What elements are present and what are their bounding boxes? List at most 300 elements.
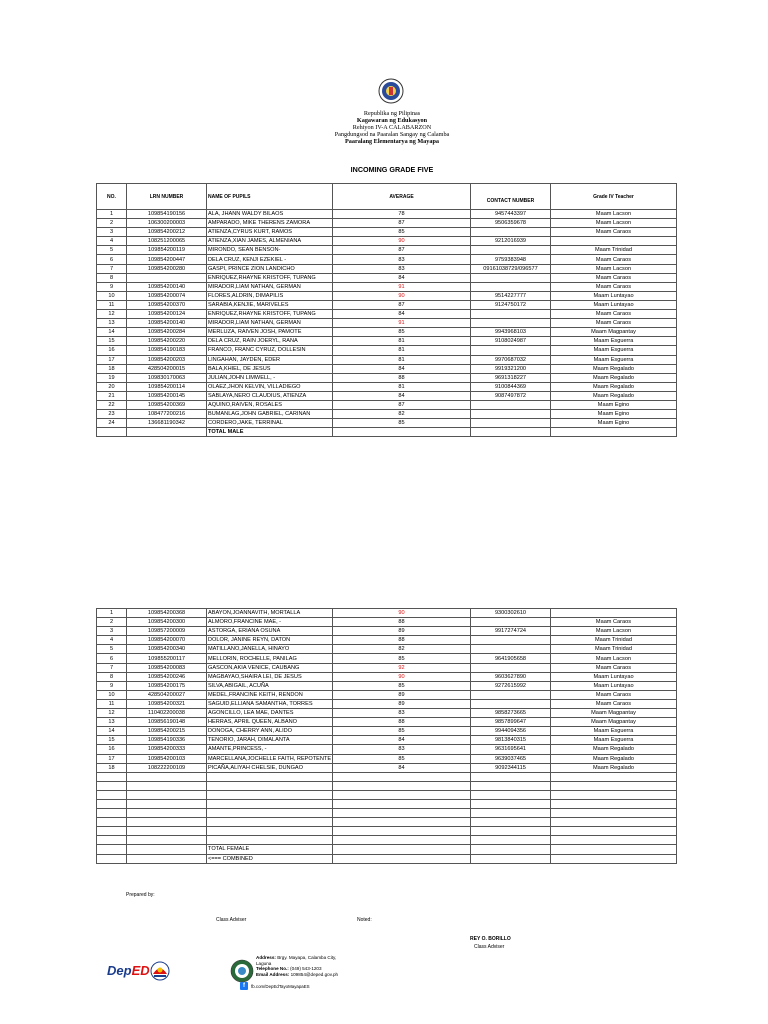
row-contact: 9857899647	[471, 718, 551, 727]
table-row	[97, 237, 677, 246]
row-teacher: Maam Lacson	[551, 627, 677, 636]
blank-row	[97, 809, 677, 818]
row-teacher: Maam Caraos	[551, 273, 677, 282]
row-contact	[471, 636, 551, 645]
blank-cell	[551, 827, 677, 836]
row-teacher: Maam Trinidad	[551, 645, 677, 654]
row-number: 8	[97, 273, 127, 282]
table-row	[97, 672, 677, 681]
row-number: 12	[97, 310, 127, 319]
row-pupil-name: JULIAN,JOHN LIMWELL, -	[207, 373, 333, 382]
blank-cell	[97, 818, 127, 827]
row-average: 89	[333, 690, 471, 699]
table-row	[97, 346, 677, 355]
row-number: 17	[97, 355, 127, 364]
row-contact	[471, 346, 551, 355]
row-teacher	[551, 237, 677, 246]
email-label: Email Address:	[256, 971, 290, 977]
blank-cell	[127, 799, 207, 808]
blank-cell	[207, 827, 333, 836]
blank-cell	[333, 854, 471, 863]
table-row	[97, 745, 677, 754]
row-pupil-name: MARCELLANA,JOCHELLE FAITH, REPOTENTE	[208, 755, 332, 762]
total-row	[97, 845, 677, 854]
row-teacher: Maam Esguerra	[551, 355, 677, 364]
total-row	[97, 428, 677, 437]
row-pupil-name: FLORES,ALDRIN, DIMAPILIS	[207, 291, 333, 300]
blank-cell	[97, 781, 127, 790]
table-row	[97, 364, 677, 373]
table-row	[97, 319, 677, 328]
row-average: 81	[333, 337, 471, 346]
email-value: 109854@deped.gov.ph	[290, 971, 339, 977]
row-pupil-name: MERLUZA, RAIVEN JOSH, PAMOTE	[207, 328, 333, 337]
row-contact: 9603627890	[471, 672, 551, 681]
blank-cell	[471, 781, 551, 790]
row-pupil-name: ATIENZA,CYRUS KURT, RAMOS	[207, 228, 333, 237]
blank-cell	[127, 827, 207, 836]
table-header-row	[97, 184, 677, 210]
blank-row	[97, 772, 677, 781]
row-contact	[471, 246, 551, 255]
blank-cell	[97, 772, 127, 781]
row-average: 84	[333, 391, 471, 400]
row-teacher: Maam Regalado	[551, 745, 677, 754]
table-row	[97, 609, 677, 618]
row-lrn: 109854200280	[127, 264, 207, 273]
row-teacher: Maam Egino	[551, 400, 677, 409]
blank-cell	[551, 809, 677, 818]
table-row	[97, 337, 677, 346]
row-pupil-name: CORDERO,JAKE, TERRINAL	[207, 419, 333, 428]
row-contact: 9639037465	[471, 754, 551, 763]
table-row	[97, 681, 677, 690]
table-row	[97, 636, 677, 645]
row-contact	[471, 228, 551, 237]
blank-cell	[551, 781, 677, 790]
row-lrn: 109854200333	[127, 745, 207, 754]
row-contact	[471, 400, 551, 409]
row-contact	[471, 645, 551, 654]
blank-cell	[207, 781, 333, 790]
row-pupil-name: SAGUID,ELLIANA SAMANTHA, TORRES	[207, 699, 333, 708]
row-lrn: 109830170063	[127, 373, 207, 382]
row-pupil-name: FRANCO, FRANC CYRUZ, DOLLESIN	[207, 346, 333, 355]
row-number: 24	[97, 419, 127, 428]
col-average: AVERAGE	[333, 184, 471, 210]
table-row	[97, 699, 677, 708]
blank-cell	[127, 809, 207, 818]
address-value: Brgy. Mayapa, Calamba City,	[277, 955, 337, 960]
row-average: 89	[333, 627, 471, 636]
col-name: NAME OF PUPILS	[207, 184, 333, 210]
row-number: 5	[97, 645, 127, 654]
blank-row	[97, 799, 677, 808]
blank-cell	[471, 818, 551, 827]
blank-cell	[551, 818, 677, 827]
row-lrn: 109854200140	[127, 319, 207, 328]
col-contact: CONTACT NUMBER	[471, 184, 551, 210]
blank-cell	[207, 799, 333, 808]
row-contact: 9514227777	[471, 291, 551, 300]
row-number: 8	[97, 672, 127, 681]
row-average: 85	[333, 681, 471, 690]
row-contact: 9124750172	[471, 300, 551, 309]
table-row	[97, 654, 677, 663]
row-contact: 9100844369	[471, 382, 551, 391]
telephone-value: (049) 543-1203	[290, 966, 322, 972]
row-pupil-name: ALA, JHANN WALDY BILAOS	[207, 210, 333, 219]
row-lrn: 109854200140	[127, 282, 207, 291]
row-number: 11	[97, 699, 127, 708]
row-lrn	[127, 273, 207, 282]
row-contact: 9759383948	[471, 255, 551, 264]
row-lrn: 109854200103	[127, 754, 207, 763]
row-pupil-name: ENRIQUEZ,RHAYNE KRISTOFF, TUPANG	[207, 273, 333, 282]
row-contact	[471, 419, 551, 428]
row-teacher: Maam Esguerra	[551, 727, 677, 736]
blank-cell	[471, 854, 551, 863]
row-pupil-name: ABAYON,JOANNAVITH, MORTALLA	[207, 609, 333, 618]
table-row	[97, 754, 677, 763]
row-average: 88	[333, 718, 471, 727]
row-pupil-name: MAGBAYAO,SHAIRA LEI, DE JESUS	[207, 672, 333, 681]
row-average: 85	[333, 654, 471, 663]
row-number: 22	[97, 400, 127, 409]
row-teacher: Maam Lacson	[551, 210, 677, 219]
row-number: 11	[97, 300, 127, 309]
row-pupil-name: DONOGA, CHERRY ANN, ALIDO	[207, 727, 333, 736]
row-number: 14	[97, 727, 127, 736]
blank-cell	[97, 836, 127, 845]
row-teacher: Maam Luntayao	[551, 300, 677, 309]
row-pupil-name: ALMORO,FRANCINE MAE, -	[207, 618, 333, 627]
blank-cell	[97, 854, 127, 863]
blank-cell	[207, 818, 333, 827]
row-pupil-name: SARABIA,KENJIE, MARIVELES	[207, 300, 333, 309]
row-average: 81	[333, 346, 471, 355]
row-lrn: 109857200009	[127, 627, 207, 636]
row-contact: 9919321200	[471, 364, 551, 373]
blank-cell	[551, 799, 677, 808]
facebook-link[interactable]: fb.com/DepEdTayoMayapaES	[251, 984, 310, 989]
row-number: 4	[97, 636, 127, 645]
header-region: Rehiyon IV-A CALABARZON	[352, 124, 432, 131]
row-contact: 9917274724	[471, 627, 551, 636]
row-average: 84	[333, 364, 471, 373]
row-average: 90	[333, 609, 471, 618]
total-label: TOTAL FEMALE	[207, 845, 333, 854]
blank-cell	[333, 845, 471, 854]
row-lrn: 428504200015	[127, 364, 207, 373]
blank-cell	[97, 799, 127, 808]
row-lrn: 108477200216	[127, 410, 207, 419]
row-average: 89	[333, 699, 471, 708]
blank-cell	[333, 827, 471, 836]
row-lrn: 108222200109	[127, 763, 207, 772]
row-number: 13	[97, 319, 127, 328]
row-lrn: 109854200175	[127, 681, 207, 690]
row-pupil-name: MATILLANO,JANELLA, HINAYO	[207, 645, 333, 654]
prepared-by-label: Prepared by:	[126, 892, 155, 898]
row-contact: 9108024987	[471, 337, 551, 346]
row-number: 9	[97, 282, 127, 291]
row-average: 81	[333, 382, 471, 391]
row-lrn: 109854200124	[127, 310, 207, 319]
row-lrn: 136681190342	[127, 419, 207, 428]
blank-cell	[97, 428, 127, 437]
row-number: 20	[97, 382, 127, 391]
row-contact: 9970687032	[471, 355, 551, 364]
total-label: <=== COMBINED	[207, 854, 333, 863]
school-seal-icon	[230, 959, 254, 983]
row-number: 1	[97, 210, 127, 219]
row-pupil-name: SABLAYA,NERO CLAUDIUS, ATIENZA	[207, 391, 333, 400]
blank-row	[97, 818, 677, 827]
table-row	[97, 736, 677, 745]
row-average: 87	[333, 400, 471, 409]
row-number: 17	[97, 754, 127, 763]
row-average: 83	[333, 709, 471, 718]
row-teacher	[551, 609, 677, 618]
row-teacher: Maam Magpantay	[551, 709, 677, 718]
row-average: 91	[333, 282, 471, 291]
row-number: 16	[97, 346, 127, 355]
row-contact	[471, 690, 551, 699]
blank-cell	[97, 845, 127, 854]
row-contact	[471, 310, 551, 319]
row-contact	[471, 618, 551, 627]
address-label: Address:	[256, 955, 276, 960]
row-number: 10	[97, 690, 127, 699]
row-pupil-name: TENORIO, JARAH, DIMALANTA	[207, 736, 333, 745]
blank-cell	[127, 781, 207, 790]
row-lrn: 109855200117	[127, 654, 207, 663]
deped-seal-icon	[378, 78, 404, 104]
row-pupil-name: MIRADOR,LIAM NATHAN, GERMAN	[207, 319, 333, 328]
bagong-pilipinas-logo-icon	[150, 961, 170, 981]
row-lrn: 109854200083	[127, 663, 207, 672]
row-pupil-name: ATIENZA,XIAN JAMES, ALMENIANA	[207, 237, 333, 246]
blank-cell	[207, 809, 333, 818]
blank-row	[97, 827, 677, 836]
row-teacher: Maam Trinidad	[551, 246, 677, 255]
row-average: 85	[333, 328, 471, 337]
row-pupil-name: AGONCILLO, LEA MAE, DANTES	[207, 709, 333, 718]
row-teacher: Maam Caraos	[551, 618, 677, 627]
row-contact: 9092344115	[471, 763, 551, 772]
row-teacher: Maam Luntayao	[551, 291, 677, 300]
blank-cell	[97, 827, 127, 836]
row-pupil-name: BUMANLAG,JOHN GABRIEL, CARINAN	[207, 410, 333, 419]
row-contact	[471, 663, 551, 672]
row-contact: 09161038729/096577	[471, 264, 551, 273]
row-average: 82	[333, 410, 471, 419]
row-teacher: Maam Esguerra	[551, 346, 677, 355]
row-contact: 9944094356	[471, 727, 551, 736]
row-contact: 9212016939	[471, 237, 551, 246]
row-pupil-name: DELA CRUZ, RAIN JOERYL, RANA	[207, 337, 333, 346]
blank-cell	[551, 790, 677, 799]
table-row	[97, 627, 677, 636]
table-row	[97, 727, 677, 736]
row-number: 1	[97, 609, 127, 618]
row-teacher: Maam Lacson	[551, 654, 677, 663]
row-contact	[471, 699, 551, 708]
row-number: 2	[97, 618, 127, 627]
row-pupil-name: OLAEZ,JHON KELVIN, VILLADIEGO	[207, 382, 333, 391]
row-lrn: 109854200145	[127, 391, 207, 400]
row-contact: 9087497872	[471, 391, 551, 400]
table-row	[97, 228, 677, 237]
row-contact: 9506359678	[471, 219, 551, 228]
blank-cell	[207, 836, 333, 845]
row-average: 85	[333, 754, 471, 763]
table-row	[97, 219, 677, 228]
blank-cell	[551, 428, 677, 437]
table-row	[97, 373, 677, 382]
row-pupil-name: PICAÑA,ALIYAH CHELSIE, DUNGAO	[207, 763, 333, 772]
blank-cell	[551, 772, 677, 781]
row-teacher: Maam Lacson	[551, 219, 677, 228]
row-contact: 9813840315	[471, 736, 551, 745]
blank-cell	[207, 772, 333, 781]
row-lrn: 109854200114	[127, 382, 207, 391]
col-no: NO.	[97, 184, 127, 210]
row-number: 15	[97, 337, 127, 346]
row-teacher: Maam Luntayao	[551, 672, 677, 681]
row-contact: 9943968103	[471, 328, 551, 337]
address-value-2: Laguna	[256, 960, 272, 966]
row-pupil-name: DELA CRUZ, KENJI EZEKIEL -	[207, 255, 333, 264]
row-lrn: 109854190156	[127, 210, 207, 219]
table-row	[97, 291, 677, 300]
blank-cell	[551, 854, 677, 863]
row-contact	[471, 273, 551, 282]
row-lrn: 109854200340	[127, 645, 207, 654]
blank-cell	[333, 772, 471, 781]
row-pupil-name: MIRONDO, SEAN BENSON-	[207, 246, 333, 255]
row-teacher: Maam Caraos	[551, 690, 677, 699]
table-row	[97, 391, 677, 400]
blank-row	[97, 781, 677, 790]
row-number: 9	[97, 681, 127, 690]
table-row	[97, 709, 677, 718]
row-average: 85	[333, 228, 471, 237]
row-number: 18	[97, 763, 127, 772]
row-pupil-name: ENRIQUEZ,RHAYNE KRISTOFF, TUPANG	[207, 310, 333, 319]
blank-cell	[127, 836, 207, 845]
row-teacher: Maam Luntayao	[551, 681, 677, 690]
row-pupil-name: MIRADOR,LIAM NATHAN, GERMAN	[207, 282, 333, 291]
table-row	[97, 419, 677, 428]
row-contact	[471, 319, 551, 328]
row-teacher: Maam Magpantay	[551, 718, 677, 727]
table-row	[97, 410, 677, 419]
row-average: 88	[333, 636, 471, 645]
total-row	[97, 854, 677, 863]
row-pupil-name: MEDEL,FRANCINE KEITH, RENDON	[207, 690, 333, 699]
row-average: 87	[333, 246, 471, 255]
row-teacher: Maam Esguerra	[551, 337, 677, 346]
blank-cell	[333, 836, 471, 845]
row-lrn: 109854200203	[127, 355, 207, 364]
row-teacher: Maam Regalado	[551, 754, 677, 763]
row-number: 13	[97, 718, 127, 727]
row-lrn: 110402200038	[127, 709, 207, 718]
row-pupil-name: AMPARADO, MIKE THERENS ZAMORA	[207, 219, 333, 228]
blank-cell	[333, 790, 471, 799]
table-row	[97, 618, 677, 627]
row-number: 18	[97, 364, 127, 373]
row-average: 84	[333, 310, 471, 319]
row-average: 81	[333, 355, 471, 364]
row-lrn: 109854200215	[127, 727, 207, 736]
row-lrn: 109854200300	[127, 618, 207, 627]
row-lrn: 106300200003	[127, 219, 207, 228]
row-average: 92	[333, 663, 471, 672]
row-teacher: Maam Caraos	[551, 255, 677, 264]
row-contact: 9631695641	[471, 745, 551, 754]
blank-cell	[333, 818, 471, 827]
blank-cell	[333, 809, 471, 818]
row-number: 3	[97, 627, 127, 636]
table-row	[97, 255, 677, 264]
row-number: 3	[97, 228, 127, 237]
row-teacher: Maam Caraos	[551, 310, 677, 319]
row-lrn: 109854200070	[127, 636, 207, 645]
col-lrn: LRN NUMBER	[127, 184, 207, 210]
row-contact: 9858273665	[471, 709, 551, 718]
row-average: 78	[333, 210, 471, 219]
row-teacher: Maam Caraos	[551, 319, 677, 328]
table-row	[97, 355, 677, 364]
row-average: 90	[333, 291, 471, 300]
row-lrn: 109854200370	[127, 300, 207, 309]
row-contact: 9300302610	[471, 609, 551, 618]
blank-cell	[127, 854, 207, 863]
signatory-name: REY O. BORILLO	[470, 936, 511, 942]
row-lrn: 109854200074	[127, 291, 207, 300]
blank-cell	[127, 818, 207, 827]
row-teacher: Maam Egino	[551, 419, 677, 428]
row-average: 83	[333, 264, 471, 273]
table-row	[97, 310, 677, 319]
header-division: Pangdungsod na Paaralan Sangay ng Calamba	[334, 131, 450, 138]
blank-row	[97, 836, 677, 845]
row-average: 87	[333, 219, 471, 228]
row-number: 19	[97, 373, 127, 382]
row-teacher: Maam Egino	[551, 410, 677, 419]
telephone-label: Telephone No.:	[256, 966, 289, 972]
table-row	[97, 690, 677, 699]
row-lrn: 109856190148	[127, 718, 207, 727]
row-lrn: 109854200220	[127, 337, 207, 346]
row-lrn: 109854200212	[127, 228, 207, 237]
blank-cell	[127, 428, 207, 437]
row-lrn: 109854200368	[127, 609, 207, 618]
row-lrn: 109854200447	[127, 255, 207, 264]
blank-cell	[471, 836, 551, 845]
blank-cell	[471, 827, 551, 836]
row-teacher: Maam Regalado	[551, 763, 677, 772]
table-row	[97, 282, 677, 291]
row-average: 87	[333, 300, 471, 309]
female-table	[96, 608, 677, 864]
row-average: 82	[333, 645, 471, 654]
row-average: 84	[333, 273, 471, 282]
row-contact	[471, 282, 551, 291]
